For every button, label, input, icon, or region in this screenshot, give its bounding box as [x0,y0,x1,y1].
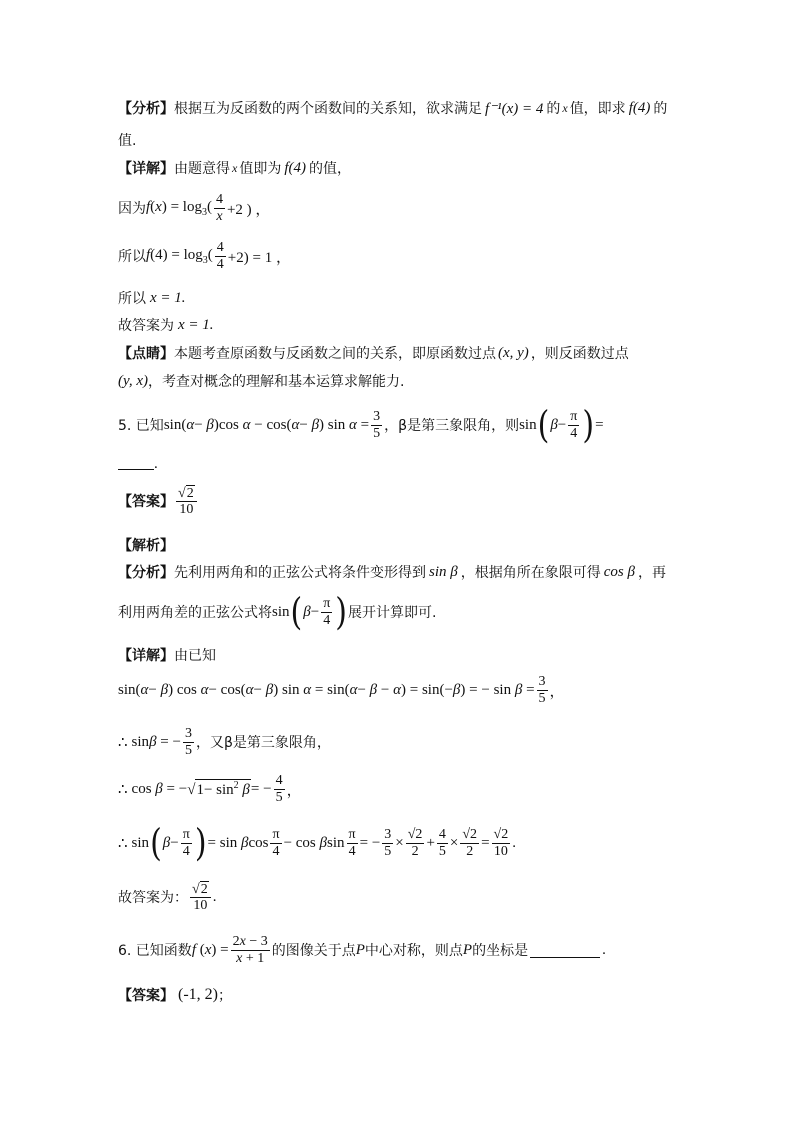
because-line: 因为 $f(x) = \log_3$( $\frac{4}{x}$ +2 ) ， [118,192,271,224]
so-line-2: 所以 x = 1. [118,289,186,307]
q5-solution: 【解析】 [118,538,174,554]
analysis-tag: 【分析】 [118,101,174,117]
q5-detail: 【详解】 由已知 [118,648,216,664]
q5-stem: 5. 已知 sin(α− β)cos α − cos(α− β) sin α = $\frac{3}{5}$ ，β是第三象限角，则 sin ( β− $\frac{\pi}{4}$ ) = [118,403,604,447]
analysis-line-1: 【分析】 根据互为反函数的两个函数间的关系知，欲求满足 f⁻¹(x) = 4 的 x 值，即求 f(4) 的 [118,99,668,117]
q5-analysis-1: 【分析】 先利用两角和的正弦公式将条件变形得到 sin β ，根据角所在象限可得 cos β ，再 [118,563,666,581]
q5-eq-4: ∴ sin ( β− $\frac{\pi}{4}$ ) = sin βcos $\frac{\pi}{4}$ − cos βsin $\frac{\pi}{4}$ = − $\frac{3}{5}$ × $\frac{√2}{2}$ + $\frac{4}{5}$ × $\frac{√2}{2}$ = $\frac{√2}{10}$ . [118,821,516,865]
q5-answer: 【答案】 √ 2 10 [118,480,678,522]
analysis-line-2: 值. [118,133,137,149]
q6-answer-blank [530,943,600,958]
q5-eq-3: ∴ cos β = − √ $1- \sin^2 \beta$ = − $\frac{4}{5}$ ， [118,773,302,805]
q5-blank: . [118,456,678,473]
q5-eq-1: sin(α− β) cos α− cos(α− β) sin α = sin(α− β − α) = sin(−β) = − sin β = $\frac{3}{5}$ ， [118,674,565,706]
q6-stem: 6. 已知函数 f (x) = $\frac{2x - 3}{x + 1}$ 的图像关于点 P 中心对称，则点 P 的坐标是 . [118,934,606,966]
answer-line: 故答案为 x = 1. [118,316,214,334]
so-line-1: 所以 $f(4) = \log_3$( $\frac{4}{4}$ +2) = 1 ， [118,240,291,272]
comment-line-2: (y, x) ，考查对概念的理解和基本运算求解能力. [118,372,405,390]
q5-eq-2: ∴ sinβ = − $\frac{3}{5}$ ，又β是第三象限角， [118,726,331,758]
q6-answer: 【答案】 (-1, 2) ； [118,986,232,1004]
q5-answer-tag: 【答案】 [118,494,174,510]
q5-final: 故答案为： √ 2 10 . [118,881,217,913]
q5-analysis-2: 利用两角差的正弦公式将 sin ( β− $\frac{\pi}{4}$ ) 展开计算即可. [118,590,437,634]
comment-line-1: 【点睛】 本题考查原函数与反函数之间的关系，即原函数过点 (x, y) ，则反函数过点 [118,344,629,362]
detail-tag: 【详解】 [118,161,174,177]
detail-line-1: 【详解】 由题意得 x 值即为 f(4) 的值， [118,159,351,177]
comment-tag: 【点睛】 [118,346,174,362]
